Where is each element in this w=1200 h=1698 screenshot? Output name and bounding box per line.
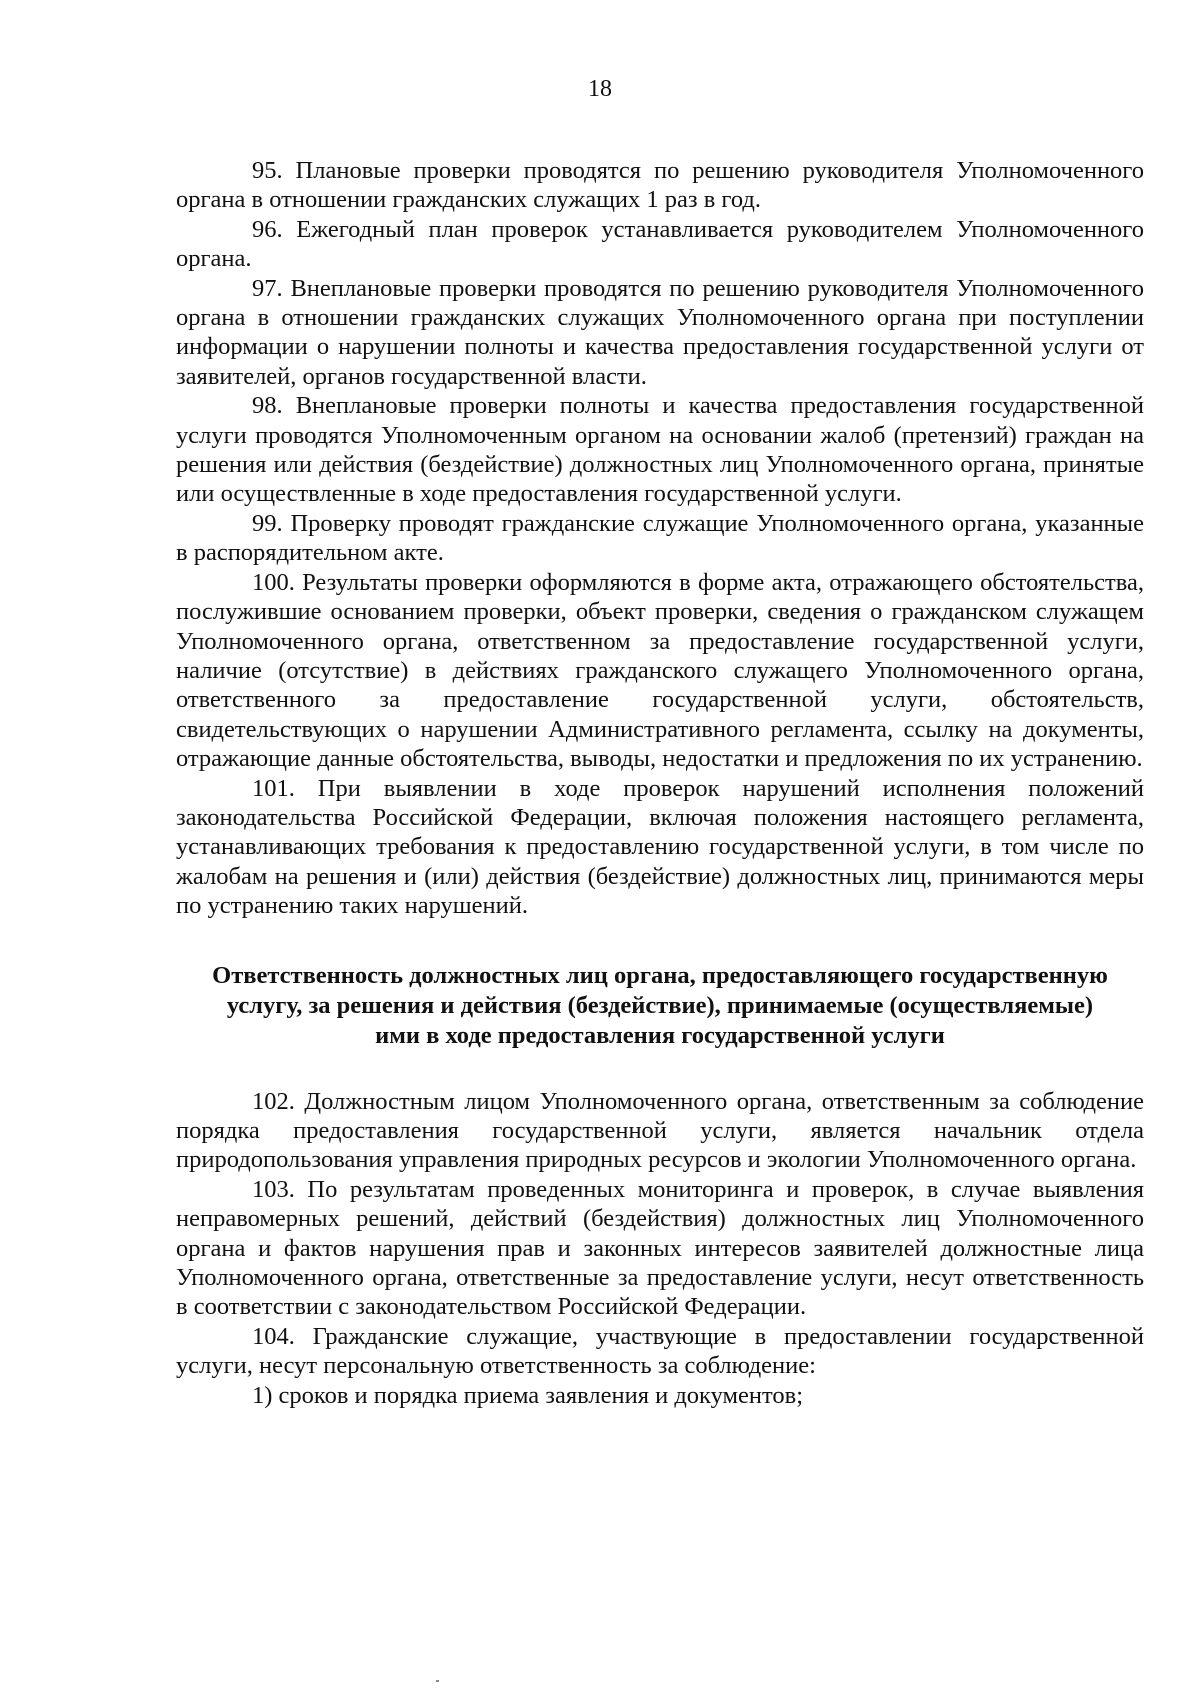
paragraph-95: 95. Плановые проверки проводятся по решению руководителя Уполномоченного органа в отношении гражданских служащих 1 раз в год. xyxy=(176,157,1144,214)
paragraph-100: 100. Результаты проверки оформляются в форме акта, отражающего обстоятельства, послужившие основанием проверки, объект проверки, сведения о гражданском служащем Уполномоченного органа, ответственном за предоставление государственной услуги, наличие (отсутствие) в действиях гражданского служащего Уполномоченного органа, ответственного за предоставление государственной услуги, обстоятельств, свидетельствующих о нарушении Административного регламента, ссылку на документы, отражающие данные обстоятельства, выводы, недостатки и предложения по их устранению. xyxy=(176,568,1144,773)
paragraph-97: 97. Внеплановые проверки проводятся по решению руководителя Уполномоченного органа в отношении гражданских служащих Уполномоченного органа при поступлении информации о нарушении полноты и качества предоставления государственной услуги от заявителей, органов государственной власти. xyxy=(176,274,1144,390)
paragraph-99: 99. Проверку проводят гражданские служащие Уполномоченного органа, указанные в распорядительном акте. xyxy=(176,509,1144,567)
page-number: 18 xyxy=(588,76,612,102)
paragraph-101: 101. При выявлении в ходе проверок нарушений исполнения положений законодательства Российской Федерации, включая положения настоящего регламента, устанавливающих требования к предоставлению государственной услуги, в том числе по жалобам на решения и (или) действия (бездействие) должностных лиц, принимаются меры по устранению таких нарушений. xyxy=(176,774,1144,920)
paragraph-102: 102. Должностным лицом Уполномоченного органа, ответственным за соблюдение порядка предоставления государственной услуги, является начальник отдела природопользования управления природных ресурсов и экологии Уполномоченного органа. xyxy=(176,1087,1144,1174)
paragraph-103: 103. По результатам проведенных мониторинга и проверок, в случае выявления неправомерных решений, действий (бездействия) должностных лиц Уполномоченного органа и фактов нарушения прав и законных интересов заявителей должностные лица Уполномоченного органа, ответственные за предоставление услуги, несут ответственность в соответствии с законодательством Российской Федерации. xyxy=(176,1175,1144,1321)
document-body xyxy=(176,156,1144,1410)
paragraph-98: 98. Внеплановые проверки полноты и качества предоставления государственной услуги проводятся Уполномоченным органом на основании жалоб (претензий) граждан на решения или действия (бездействие) должностных лиц Уполномоченного органа, принятые или осуществленные в ходе предоставления государственной услуги. xyxy=(176,392,1144,508)
section-heading-line: Ответственность должностных лиц органа, предоставляющего государственную xyxy=(212,961,1108,989)
scan-speck xyxy=(436,1680,439,1682)
list-item-1: 1) сроков и порядка приема заявления и документов; xyxy=(252,1381,804,1409)
section-heading-line: услугу, за решения и действия (бездействие), принимаемые (осуществляемые) xyxy=(226,991,1094,1019)
section-heading xyxy=(176,961,1144,1051)
paragraph-104: 104. Гражданские служащие, участвующие в предоставлении государственной услуги, несут персональную ответственность за соблюдение: xyxy=(176,1322,1144,1380)
paragraph-96: 96. Ежегодный план проверок устанавливается руководителем Уполномоченного органа. xyxy=(176,215,1144,273)
section-heading-line: ими в ходе предоставления государственной услуги xyxy=(375,1021,945,1049)
